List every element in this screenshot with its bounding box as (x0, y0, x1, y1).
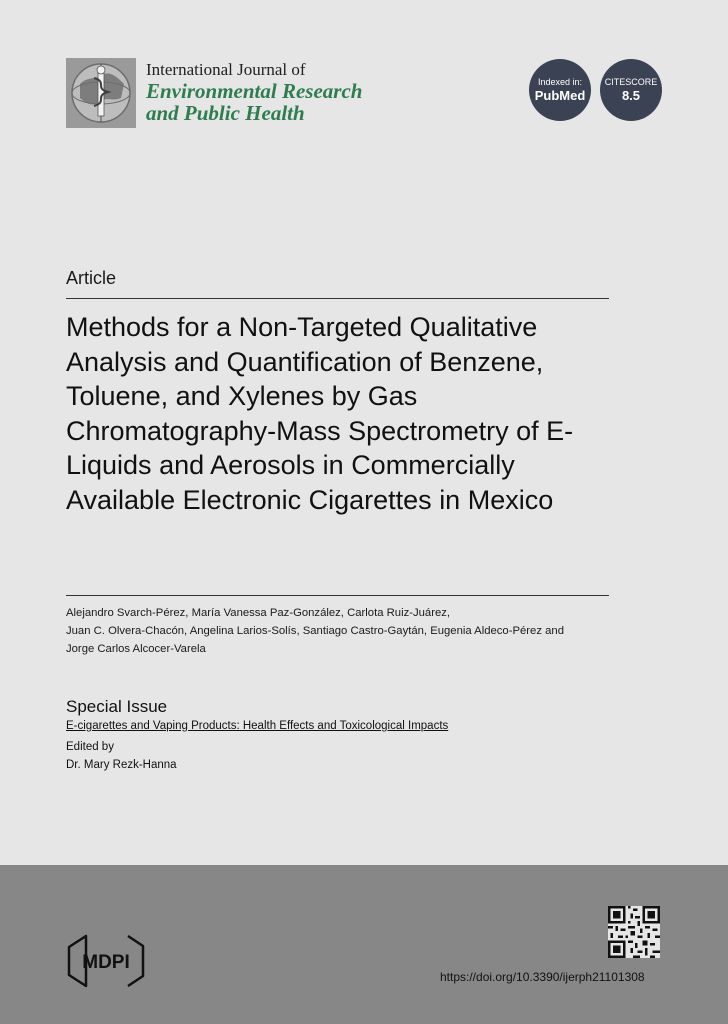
divider-top (66, 298, 609, 299)
citescore-badge[interactable] (600, 59, 662, 121)
journal-name-line3: and Public Health (146, 101, 305, 125)
author-line: Juan C. Olvera-Chacón, Angelina Larios-Solís, Santiago Castro-Gaytán, Eugenia Aldeco-Pérez and (66, 625, 564, 637)
author-line: Jorge Carlos Alcocer-Varela (66, 643, 206, 655)
mdpi-wordmark: MDPI (82, 952, 130, 973)
special-issue-heading: Special Issue (66, 697, 168, 716)
article-title: Methods for a Non-Targeted Qualitative Analysis and Quantification of Benzene, Toluene, and Xylenes by Gas Chromatography-Mass Spectrometry of E-Liquids and Aerosols in Commercially Available Electronic Cigarettes in Mexico (66, 312, 574, 515)
pubmed-badge[interactable] (529, 59, 591, 121)
doi-link[interactable]: https://doi.org/10.3390/ijerph21101308 (440, 970, 645, 984)
editor-name: Dr. Mary Rezk-Hanna (66, 759, 177, 771)
pubmed-badge-name: PubMed (534, 88, 586, 103)
qr-code-icon (608, 906, 660, 958)
journal-name (146, 60, 362, 124)
journal-name-line2: Environmental Research (146, 79, 363, 103)
citescore-badge-value: 8.5 (621, 88, 641, 103)
edited-by-label: Edited by (66, 741, 114, 753)
citescore-badge-label: CITESCORE (604, 77, 658, 87)
mdpi-logo-icon[interactable] (66, 933, 146, 989)
article-type: Article (66, 268, 117, 288)
special-issue-link[interactable]: E-cigarettes and Vaping Products: Health Effects and Toxicological Impacts (66, 720, 449, 732)
author-line: Alejandro Svarch-Pérez, María Vanessa Paz-González, Carlota Ruiz-Juárez, (66, 607, 451, 619)
divider-bottom (66, 595, 609, 596)
journal-logo-icon (66, 58, 136, 128)
journal-name-line1: International Journal of (146, 60, 306, 79)
author-list (66, 604, 626, 658)
pubmed-badge-label: Indexed in: (537, 77, 583, 87)
